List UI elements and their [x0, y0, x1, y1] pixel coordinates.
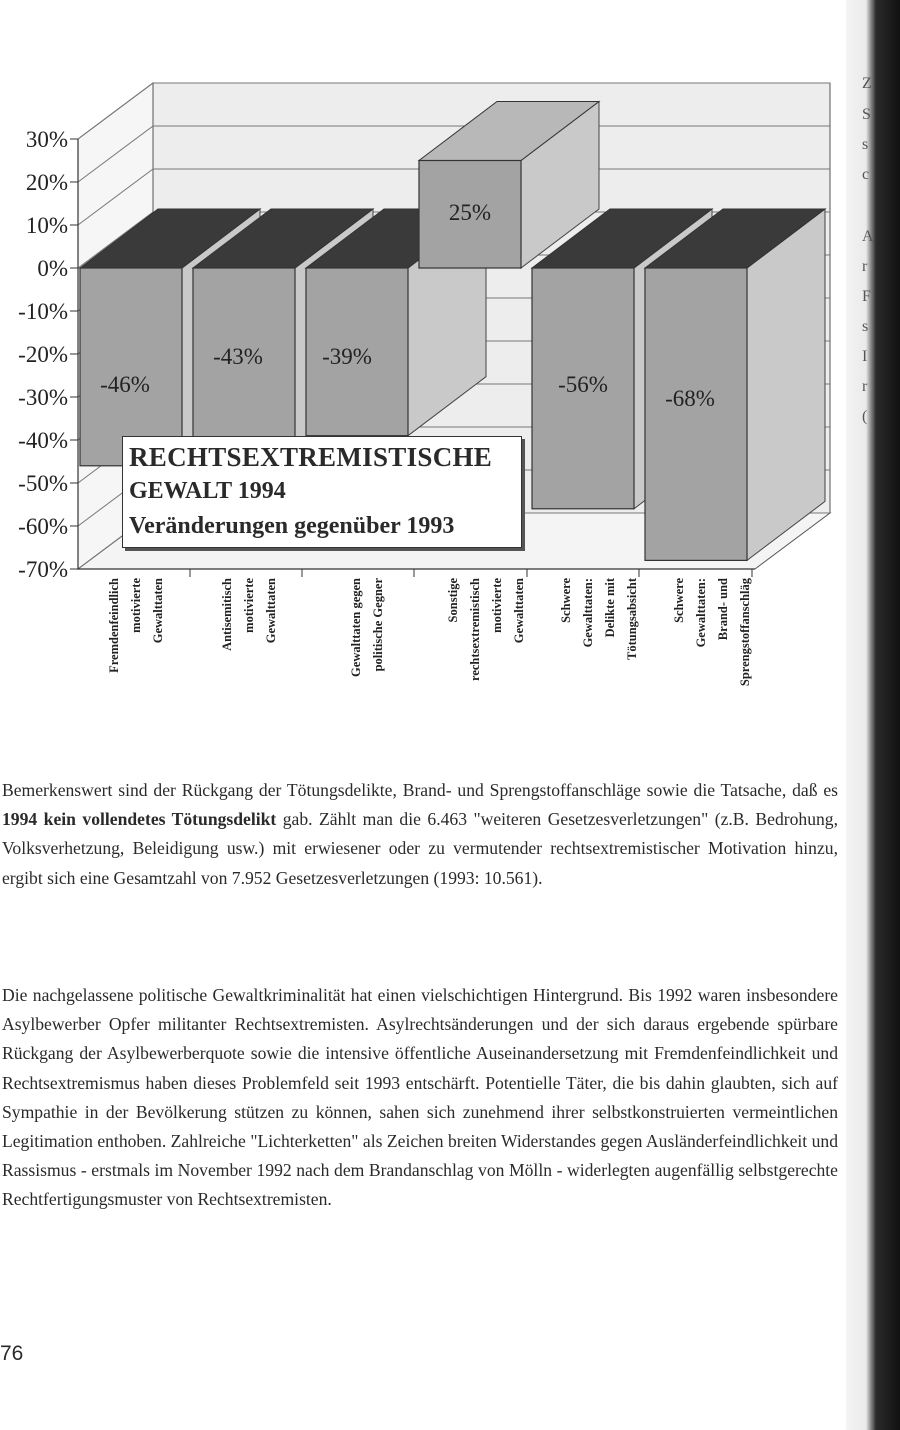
next-page-edge	[846, 0, 900, 1430]
x-category-label-line: rechtsextremistisch	[468, 578, 482, 681]
x-category-label	[220, 578, 278, 651]
x-category-label-line: motivierte	[242, 578, 256, 633]
x-category-label-line: Schwere	[559, 578, 573, 623]
x-category-label-line: Gewalttaten:	[694, 578, 708, 648]
x-category-label	[446, 578, 526, 681]
y-tick-label: -30%	[18, 385, 68, 410]
x-category-label	[672, 577, 752, 686]
next-page-fragment: S	[862, 106, 871, 123]
x-category-label-line: Fremdenfeindlich	[107, 578, 121, 673]
y-tick-label: -50%	[18, 471, 68, 496]
y-tick-label: 10%	[25, 213, 68, 238]
x-category-label	[559, 577, 639, 660]
next-page-fragment: F	[862, 288, 871, 305]
bar	[645, 268, 747, 560]
y-tick-label: -40%	[18, 428, 68, 453]
chart-title-box	[122, 436, 522, 548]
next-page-fragment: I	[862, 348, 868, 365]
chart-subtitle: Veränderungen gegenüber 1993	[129, 513, 455, 539]
data-label: -46%	[100, 372, 150, 397]
x-category-label-line: Sprengstoffanschläg	[738, 578, 752, 687]
x-category-label	[349, 578, 385, 677]
paragraph-2: Die nachgelassene politische Gewaltkriminalität hat einen vielschichtigen Hintergrund. Bis 1992 waren insbesondere Asylbewerber Opfer militanter Rechtsextremisten. Asylrechtsänderungen und der sich daraus ergebende spürbare Rückgang der Asylbewerberquote sowie die intensive öffentliche Auseinandersetzung mit Fremdenfeindlichkeit und Rechtsextremismus haben dieses Problemfeld seit 1993 entschärft. Potentielle Täter, die bis dahin glaubten, sich auf Sympathie in der Bevölkerung stützen zu können, sahen sich zunehmend ihrer selbstkonstruierten vermeintlichen Legitimation enthoben. Zahlreiche "Lichterketten" als Zeichen breiten Widerstandes gegen Ausländerfeindlichkeit und Rassismus - erstmals im November 1992 nach dem Brandanschlag von Mölln - widerlegten augenfällig selbstgerechte Rechtfertigungsmuster von Rechtsextremisten.	[2, 985, 838, 1210]
x-category-label	[107, 578, 165, 673]
page-number: 76	[0, 1342, 24, 1365]
data-label: 25%	[448, 200, 492, 225]
y-tick-label: -60%	[18, 514, 68, 539]
x-category-label-line: politische Gegner	[371, 578, 385, 672]
x-category-label-line: motivierte	[490, 578, 504, 633]
next-page-fragment: r	[862, 258, 868, 275]
x-category-label-line: motivierte	[129, 578, 143, 633]
bar-chart	[0, 0, 846, 760]
x-category-label-line: Gewalttaten	[151, 578, 165, 644]
y-tick-label: -10%	[18, 299, 68, 324]
next-page-fragment: s	[862, 318, 869, 335]
next-page-fragment: (	[862, 408, 868, 425]
x-category-label-line: Tötungsabsicht	[625, 578, 639, 660]
y-tick-label: -20%	[18, 342, 68, 367]
x-category-label-line: Gewalttaten	[264, 578, 278, 644]
y-tick-label: 0%	[37, 256, 68, 281]
y-tick-label: 30%	[25, 127, 68, 152]
x-category-label-line: Gewalttaten gegen	[349, 578, 363, 677]
data-label: -68%	[665, 386, 715, 411]
chart-title-line-1: RECHTSEXTREMISTISCHE	[129, 442, 493, 472]
x-category-label-line: Delikte mit	[603, 578, 617, 638]
paragraph-1-bold: 1994 kein vollendetes Tötungsdelikt	[2, 809, 277, 830]
x-category-label-line: Gewalttaten	[512, 578, 526, 644]
paragraph-1-part-1: Bemerkenswert sind der Rückgang der Tötungsdelikte, Brand- und Sprengstoffanschläge sowie die Tatsache, daß es	[2, 780, 838, 800]
chart-title-line-2: GEWALT 1994	[129, 478, 286, 504]
x-category-label-line: Sonstige	[446, 578, 460, 623]
next-page-fragment: c	[862, 166, 870, 183]
paragraph-1	[2, 776, 838, 893]
paragraph-1-part-2: gab. Zählt man die 6.463 "weiteren Gesetzesverletzungen" (z.B. Bedrohung, Volksverhetzung, Beleidigung usw.) mit erwiesener oder zu vermutender rechtsextremistischer Motivation hinzu, ergibt sich eine Gesamtzahl von 7.952 Gesetzesverletzungen (1993: 10.561).	[2, 809, 838, 888]
y-tick-label: -70%	[18, 557, 68, 582]
next-page-fragment: r	[862, 378, 868, 395]
next-page-fragment: s	[862, 136, 869, 153]
next-page-fragment: A	[862, 228, 874, 245]
x-category-label-line: Brand- und	[716, 578, 730, 641]
x-category-label-line: Schwere	[672, 578, 686, 623]
x-category-label-line: Gewalttaten:	[581, 578, 595, 648]
data-label: -39%	[322, 344, 372, 369]
data-label: -56%	[558, 372, 608, 397]
x-category-label-line: Antisemitisch	[220, 578, 234, 651]
bar-side-face	[747, 209, 825, 560]
next-page-fragment: Z	[862, 75, 872, 92]
data-label: -43%	[213, 344, 263, 369]
y-tick-label: 20%	[25, 170, 68, 195]
